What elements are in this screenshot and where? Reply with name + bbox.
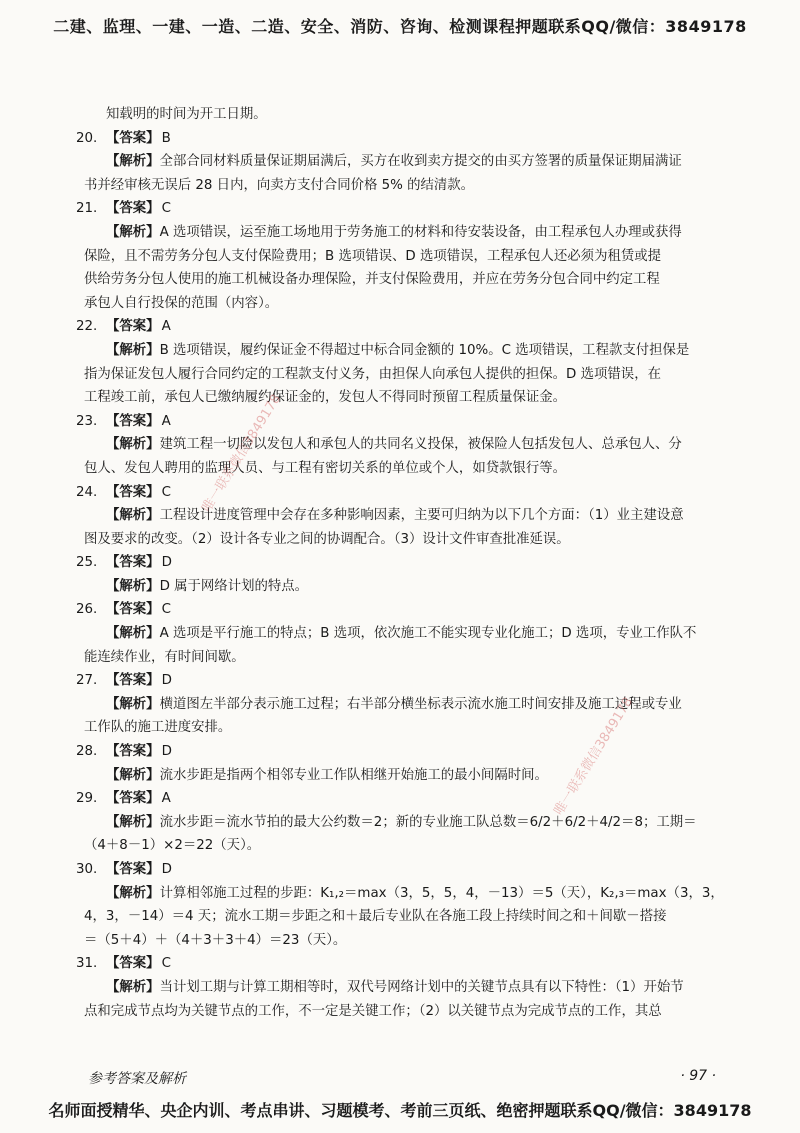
question-number: 23. bbox=[76, 413, 98, 429]
question-number: 20. bbox=[76, 130, 98, 146]
explanation-label: 【解析】 bbox=[106, 224, 160, 240]
answer-letter: C bbox=[161, 956, 171, 972]
answer-label: 【答案】 bbox=[106, 673, 160, 689]
answer-label: 【答案】 bbox=[106, 555, 160, 571]
answer-line bbox=[76, 315, 724, 339]
explanation-text: A 选项是平行施工的特点；B 选项，依次施工不能实现专业化施工；D 选项，专业工作队不 bbox=[159, 626, 697, 642]
explanation-continuation bbox=[84, 457, 724, 481]
page-number: · 97 · bbox=[680, 1068, 716, 1084]
explanation-text: 建筑工程一切险以发包人和承包人的共同名义投保，被保险人包括发包人、总承包人、分 bbox=[159, 437, 682, 453]
explanation-line bbox=[84, 433, 724, 457]
explanation-text: 包人、发包人聘用的监理人员、与工程有密切关系的单位或个人，如贷款银行等。 bbox=[84, 460, 567, 476]
answer-letter: A bbox=[161, 413, 171, 429]
watermark: 唯一联系微信3849178 bbox=[551, 694, 637, 819]
explanation-continuation bbox=[84, 929, 724, 953]
answer-letter: A bbox=[161, 319, 171, 335]
question-number: 22. bbox=[76, 319, 98, 335]
answer-label: 【答案】 bbox=[106, 602, 160, 618]
lead-line: 知载明的时间为开工日期。 bbox=[106, 107, 267, 122]
explanation-continuation bbox=[84, 716, 724, 740]
watermark: 唯一联系微信3849178 bbox=[199, 391, 285, 516]
answer-letter: B bbox=[161, 130, 171, 146]
answer-label: 【答案】 bbox=[106, 201, 160, 217]
question-number: 21. bbox=[76, 201, 98, 217]
answer-label: 【答案】 bbox=[106, 862, 160, 877]
answer-line bbox=[76, 410, 724, 434]
answer-label: 【答案】 bbox=[106, 956, 160, 972]
answer-letter: D bbox=[161, 673, 172, 689]
explanation-text: D 属于网络计划的特点。 bbox=[159, 578, 309, 594]
explanation-text: 能连续作业，有时间间歇。 bbox=[84, 649, 245, 665]
answer-letter: C bbox=[161, 602, 171, 618]
explanation-text: 指为保证发包人履行合同约定的工程款支付义务，由担保人向承包人提供的担保。D 选项错误，在 bbox=[84, 366, 661, 382]
explanation-text: 图及要求的改变。（2）设计各专业之间的协调配合。（3）设计文件审查批准延误。 bbox=[84, 531, 570, 547]
explanation-continuation bbox=[84, 905, 724, 929]
answer-line bbox=[76, 787, 724, 811]
explanation-label: 【解析】 bbox=[106, 154, 160, 170]
explanation-line bbox=[84, 339, 724, 363]
explanation-line bbox=[84, 811, 724, 835]
answer-letter: A bbox=[161, 791, 171, 807]
question-number: 24. bbox=[76, 484, 98, 500]
explanation-text: 4，3，－14）＝4 天；流水工期＝步距之和＋最后专业队在各施工段上持续时间之和＋间歇－搭接 bbox=[84, 909, 667, 925]
explanation-text: 承包人自行投保的范围（内容）。 bbox=[84, 295, 279, 311]
answer-letter: D bbox=[161, 555, 172, 571]
footer-row bbox=[88, 1068, 716, 1088]
question-number: 31. bbox=[76, 956, 98, 972]
answer-line bbox=[76, 481, 724, 505]
explanation-text: 计算相邻施工过程的步距：K₁,₂＝max（3，5，5，4，－13）＝5（天），K₂,₃＝max（3，3， bbox=[159, 885, 724, 901]
answer-label: 【答案】 bbox=[106, 744, 160, 760]
explanation-text: 当计划工期与计算工期相等时，双代号网络计划中的关键节点具有以下特性：（1）开始节 bbox=[159, 979, 684, 995]
explanation-label: 【解析】 bbox=[106, 578, 160, 594]
explanation-text: ＝（5＋4）＋（4＋3＋3＋4）＝23（天）。 bbox=[84, 932, 347, 948]
question-number: 27. bbox=[76, 673, 98, 689]
answer-label: 【答案】 bbox=[106, 319, 160, 335]
explanation-label: 【解析】 bbox=[106, 626, 160, 642]
explanation-line bbox=[84, 622, 724, 646]
question-number: 25. bbox=[76, 555, 98, 571]
explanation-text: 全部合同材料质量保证期届满后，买方在收到卖方提交的由买方签署的质量保证期届满证 bbox=[159, 154, 682, 170]
explanation-text: 工作队的施工进度安排。 bbox=[84, 720, 232, 736]
top-banner: 二建、监理、一建、一造、二造、安全、消防、咨询、检测课程押题联系QQ/微信：3849178 bbox=[53, 17, 747, 36]
explanation-line bbox=[84, 504, 724, 528]
answer-letter: D bbox=[161, 862, 172, 877]
answer-line bbox=[76, 598, 724, 622]
explanation-text: A 选项错误，运至施工场地用于劳务施工的材料和待安装设备，由工程承包人办理或获得 bbox=[159, 224, 682, 240]
question-number: 30. bbox=[76, 862, 98, 877]
explanation-label: 【解析】 bbox=[106, 767, 160, 783]
explanation-text: 横道图左半部分表示施工过程；右半部分横坐标表示流水施工时间安排及施工过程或专业 bbox=[159, 696, 682, 712]
explanation-continuation bbox=[84, 646, 724, 670]
explanation-continuation bbox=[84, 245, 724, 269]
explanation-continuation bbox=[84, 363, 724, 387]
explanation-label: 【解析】 bbox=[106, 508, 160, 524]
explanation-text: 工程竣工前，承包人已缴纳履约保证金的，发包人不得同时预留工程质量保证金。 bbox=[84, 390, 567, 406]
answer-line bbox=[76, 952, 724, 976]
explanation-line bbox=[84, 882, 724, 906]
explanation-text: 供给劳务分包人使用的施工机械设备办理保险，并支付保险费用，并应在劳务分包合同中约定工程 bbox=[84, 272, 660, 288]
answer-label: 【答案】 bbox=[106, 413, 160, 429]
answer-letter: C bbox=[161, 201, 171, 217]
question-number: 29. bbox=[76, 791, 98, 807]
explanation-text: 流水步距＝流水节拍的最大公约数＝2；新的专业施工队总数＝6/2＋6/2＋4/2＝8；工期＝ bbox=[159, 814, 697, 830]
explanation-text: 工程设计进度管理中会存在多种影响因素，主要可归纳为以下几个方面：（1）业主建设意 bbox=[159, 508, 684, 524]
answer-label: 【答案】 bbox=[106, 130, 160, 146]
explanation-line bbox=[84, 764, 724, 788]
explanation-text: 书并经审核无误后 28 日内，向卖方支付合同价格 5% 的结清款。 bbox=[84, 177, 475, 193]
answer-content bbox=[76, 103, 724, 1023]
answer-line bbox=[76, 669, 724, 693]
answer-line bbox=[76, 740, 724, 764]
bottom-banner: 名师面授精华、央企内训、考点串讲、习题模考、考前三页纸、绝密押题联系QQ/微信：3849178 bbox=[48, 1101, 752, 1120]
explanation-label: 【解析】 bbox=[106, 342, 160, 358]
answer-line bbox=[76, 551, 724, 575]
explanation-line bbox=[84, 221, 724, 245]
explanation-continuation bbox=[84, 834, 724, 858]
explanation-continuation bbox=[84, 174, 724, 198]
explanation-line bbox=[84, 976, 724, 1000]
explanation-continuation bbox=[84, 386, 724, 410]
explanation-text: 点和完成节点均为关键节点的工作，不一定是关键工作；（2）以关键节点为完成节点的工作，其总 bbox=[84, 1003, 662, 1019]
explanation-label: 【解析】 bbox=[106, 979, 160, 995]
explanation-text: 保险，且不需劳务分包人支付保险费用；B 选项错误、D 选项错误，工程承包人还必须为租赁或提 bbox=[84, 248, 662, 264]
explanation-text: B 选项错误，履约保证金不得超过中标合同金额的 10%。C 选项错误，工程款支付担保是 bbox=[159, 342, 690, 358]
answer-line bbox=[76, 127, 724, 151]
explanation-text: （4＋8－1）×2＝22（天）。 bbox=[84, 838, 261, 854]
explanation-label: 【解析】 bbox=[106, 696, 160, 712]
answer-label: 【答案】 bbox=[106, 484, 160, 500]
question-number: 28. bbox=[76, 744, 98, 760]
answer-letter: C bbox=[161, 484, 171, 500]
explanation-label: 【解析】 bbox=[106, 885, 160, 901]
answer-letter: D bbox=[161, 744, 172, 760]
answer-line bbox=[76, 858, 724, 882]
explanation-label: 【解析】 bbox=[106, 437, 160, 453]
question-number: 26. bbox=[76, 602, 98, 618]
explanation-line bbox=[84, 575, 724, 599]
footer-section-title: 参考答案及解析 bbox=[88, 1071, 186, 1087]
explanation-label: 【解析】 bbox=[106, 814, 160, 830]
explanation-continuation bbox=[84, 292, 724, 316]
answer-line bbox=[76, 197, 724, 221]
explanation-text: 流水步距是指两个相邻专业工作队相继开始施工的最小间隔时间。 bbox=[159, 767, 548, 783]
explanation-continuation bbox=[84, 1000, 724, 1024]
answer-label: 【答案】 bbox=[106, 791, 160, 807]
explanation-continuation bbox=[84, 528, 724, 552]
explanation-continuation bbox=[84, 268, 724, 292]
explanation-line bbox=[84, 150, 724, 174]
